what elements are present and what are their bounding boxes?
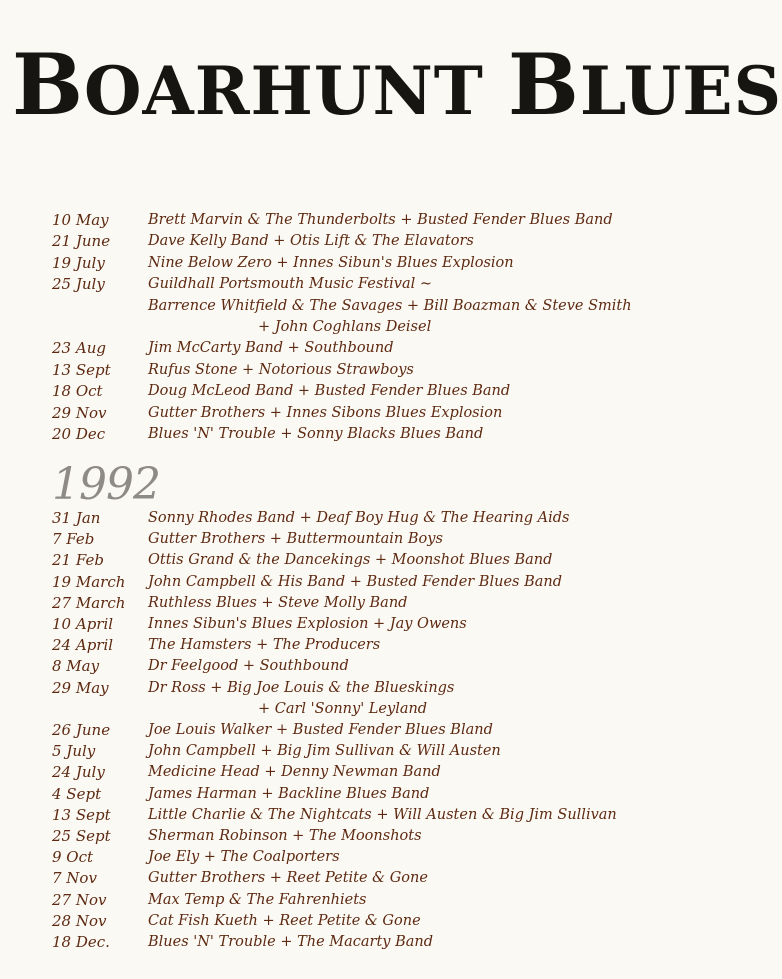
gig-row [0,889,723,911]
gig-date: 27 March [52,593,126,612]
gig-acts: Medicine Head + Denny Newman Band [148,764,441,781]
gig-row [0,677,723,699]
gig-row [0,337,723,359]
gig-acts: Rufus Stone + Notorious Strawboys [148,361,414,378]
gig-acts: Dave Kelly Band + Otis Lift & The Elavators [148,233,474,250]
gig-acts: Gutter Brothers + Reet Petite & Gone [148,870,428,887]
title-word-1: OARHUNT [84,52,508,130]
gig-date: 20 Dec [52,425,106,443]
gig-acts: Blues 'N' Trouble + Sonny Blacks Blues Band [148,426,484,442]
gig-row [0,528,723,550]
gig-date: 7 Feb [52,530,95,549]
gig-date: 8 May [52,657,100,676]
gig-row [0,825,723,847]
gig-row [0,846,723,868]
gig-date: 13 Sept [52,360,111,379]
gig-acts: Ruthless Blues + Steve Molly Band [148,594,408,611]
gig-acts: Nine Below Zero + Innes Sibun's Blues Explosion [148,254,514,271]
gig-row [0,507,723,529]
title-initial-2: B [507,35,580,134]
gig-row [0,571,723,593]
gig-row [0,209,723,231]
gig-date: 25 Sept [52,827,111,845]
gig-date: 10 May [52,211,109,229]
gig-row [0,359,723,381]
gig-acts: Dr Feelgood + Southbound [148,658,349,675]
gig-row [0,719,723,741]
gig-acts: Doug McLeod Band + Busted Fender Blues Band [148,383,511,400]
gig-acts: Sonny Rhodes Band + Deaf Boy Hug & The Hearing Aids [148,510,570,526]
gig-date: 29 Nov [52,403,107,422]
gig-row [0,634,723,656]
year-heading: 1992 [52,459,160,510]
gig-acts: Cat Fish Kueth + Reet Petite & Gone [148,912,421,929]
gig-date: 31 Jan [52,509,101,527]
gig-acts: Gutter Brothers + Innes Sibons Blues Explosion [148,404,503,421]
gig-date: 9 Oct [52,848,94,867]
gig-row [0,740,723,762]
gig-date: 28 Nov [52,911,107,930]
gig-row [0,804,723,826]
gig-row [0,380,723,402]
gig-row [0,867,723,889]
gig-date: 13 Sept [52,805,111,824]
gig-acts: + Carl 'Sonny' Leyland [258,700,428,717]
gig-date: 23 Aug [52,339,106,358]
gig-row [0,655,723,677]
gig-date: 25 July [52,275,105,294]
gig-acts: Ottis Grand & the Dancekings + Moonshot Blues Band [148,552,553,569]
gig-acts: Dr Ross + Big Joe Louis & the Blueskings [148,679,455,696]
gig-date: 7 Nov [52,869,97,888]
gig-acts: Blues 'N' Trouble + The Macarty Band [148,934,434,950]
gig-acts: James Harman + Backline Blues Band [148,785,430,802]
gig-row [0,549,723,571]
gig-row [0,931,723,953]
gig-acts: Brett Marvin & The Thunderbolts + Busted Fender Blues Band [148,212,613,228]
gig-acts: John Campbell + Big Jim Sullivan & Will Austen [148,743,501,760]
gig-row [0,273,723,295]
gig-date: 18 Oct [52,382,103,401]
gig-date: 26 June [52,721,111,739]
gig-row [0,761,723,783]
gig-acts: Innes Sibun's Blues Explosion + Jay Owens [148,616,467,632]
poster-title [12,35,782,136]
gig-acts: The Hamsters + The Producers [148,637,381,654]
gig-date: 4 Sept [52,784,102,803]
gig-row [0,613,723,635]
gig-row [0,910,723,932]
gig-acts: Guildhall Portsmouth Music Festival ~ [148,276,433,293]
gig-date: 19 March [52,572,126,591]
gig-date: 29 May [52,678,109,697]
gig-row [0,230,723,252]
title-word-2: LUES [579,52,782,130]
gig-acts: Max Temp & The Fahrenhiets [148,891,367,908]
gig-acts: Gutter Brothers + Buttermountain Boys [148,531,443,548]
gig-row [0,402,723,424]
gig-acts: Barrence Whitfield & The Savages + Bill Boazman & Steve Smith [148,297,632,314]
gig-acts: Little Charlie & The Nightcats + Will Austen & Big Jim Sullivan [148,806,617,823]
gig-row [0,783,723,805]
gig-row [0,423,723,445]
gig-acts: John Campbell & His Band + Busted Fender Blues Band [148,573,562,590]
gig-row [0,252,723,274]
gig-date: 21 Feb [52,551,104,570]
gig-acts: Joe Ely + The Coalporters [148,849,340,866]
gig-date: 10 April [52,615,114,633]
gig-acts: + John Coghlans Deisel [258,319,432,335]
gig-date: 27 Nov [52,890,107,909]
gig-row [0,316,723,338]
gig-date: 24 April [52,636,114,655]
gig-row [0,592,723,614]
gig-date: 24 July [52,763,105,782]
gig-row [0,295,723,317]
gig-row [0,698,723,720]
gig-date: 19 July [52,253,105,272]
gig-acts: Sherman Robinson + The Moonshots [148,828,422,844]
gig-acts: Joe Louis Walker + Busted Fender Blues Bland [148,722,493,738]
title-initial-1: B [12,35,84,134]
gig-acts: Jim McCarty Band + Southbound [148,340,394,357]
gig-date: 5 July [52,742,96,761]
gig-date: 21 June [52,232,111,251]
gig-date: 18 Dec. [52,933,110,951]
